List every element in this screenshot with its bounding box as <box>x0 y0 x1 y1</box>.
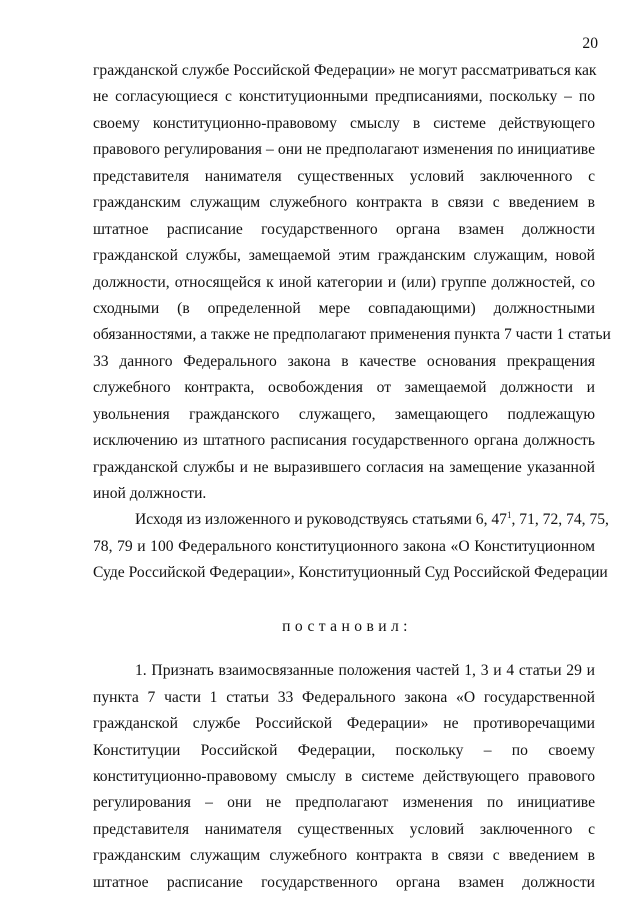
text-line: Суде Российской Федерации», Конституционный Суд Российской Федерации <box>93 564 608 582</box>
text-line: штатное расписание государственного органа взамен должности <box>93 873 595 891</box>
text-line: Конституции Российской Федерации, поскольку – по своему <box>93 741 595 759</box>
text-line: своему конституционно-правовому смыслу в системе действующего <box>93 114 595 132</box>
text-line: гражданской службе Российской Федерации» не могут рассматриваться как <box>93 62 597 79</box>
text-line: 78, 79 и 100 Федерального конституционного закона «О Конституционном <box>93 537 595 555</box>
text-line: правового регулирования – они не предполагают изменения по инициативе <box>93 141 595 159</box>
text-line: должности, относящейся к иной категории и (или) группе должностей, со <box>93 273 595 291</box>
text-line: регулирования – они не предполагают изменения по инициативе <box>93 794 595 812</box>
document-body <box>93 58 611 896</box>
text-line: сходными (в определенной мере совпадающими) должностными <box>93 299 595 317</box>
text-line: представителя нанимателя существенных условий заключенного с <box>93 820 595 838</box>
text-line: гражданским служащим служебного контракта в связи с введением в <box>93 194 595 212</box>
text-line: гражданской службы и не выразившего согласия на замещение указанной <box>93 458 595 476</box>
text-line: гражданской службы, замещаемой этим гражданским служащим, новой <box>93 247 595 265</box>
paragraph-grounds <box>93 507 609 586</box>
text-line: штатное расписание государственного органа взамен должности <box>93 220 595 238</box>
text-line: 1. Признать взаимосвязанные положения частей 1, 3 и 4 статьи 29 и <box>135 662 595 680</box>
text-line: пункта 7 части 1 статьи 33 Федерального закона «О государственной <box>93 688 595 706</box>
text-line <box>93 507 609 533</box>
text-line: гражданским служащим служебного контракта в связи с введением в <box>93 847 595 865</box>
superscript: 1 <box>506 510 512 521</box>
spacer <box>93 587 595 614</box>
spacer <box>93 640 595 658</box>
text-line: 33 данного Федерального закона в качестве основания прекращения <box>93 352 595 370</box>
text-line: исключению из штатного расписания государственного органа должность <box>93 432 595 450</box>
text-line: обязанностями, а также не предполагают применения пункта 7 части 1 статьи <box>93 326 611 344</box>
text-fragment: , 71, 72, 74, 75, <box>511 511 609 529</box>
page-number: 20 <box>582 35 598 52</box>
paragraph-resolution-item-1 <box>93 658 595 896</box>
text-line: конституционно-правовому смыслу в системе действующего правового <box>93 767 595 785</box>
text-line: представителя нанимателя существенных условий заключенного с <box>93 167 595 185</box>
text-line: служебного контракта, освобождения от замещаемой должности и <box>93 379 595 397</box>
resolution-heading: постановил: <box>282 617 412 635</box>
text-fragment: Исходя из изложенного и руководствуясь статьями 6, 47 <box>135 511 507 529</box>
text-line: гражданской службе Российской Федерации» не противоречащими <box>93 715 595 733</box>
text-line: не согласующиеся с конституционными предписаниями, поскольку – по <box>93 88 595 106</box>
text-line: иной должности. <box>93 485 207 502</box>
text-line: увольнения гражданского служащего, замещающего подлежащую <box>93 405 595 423</box>
paragraph-continuation <box>93 58 611 507</box>
